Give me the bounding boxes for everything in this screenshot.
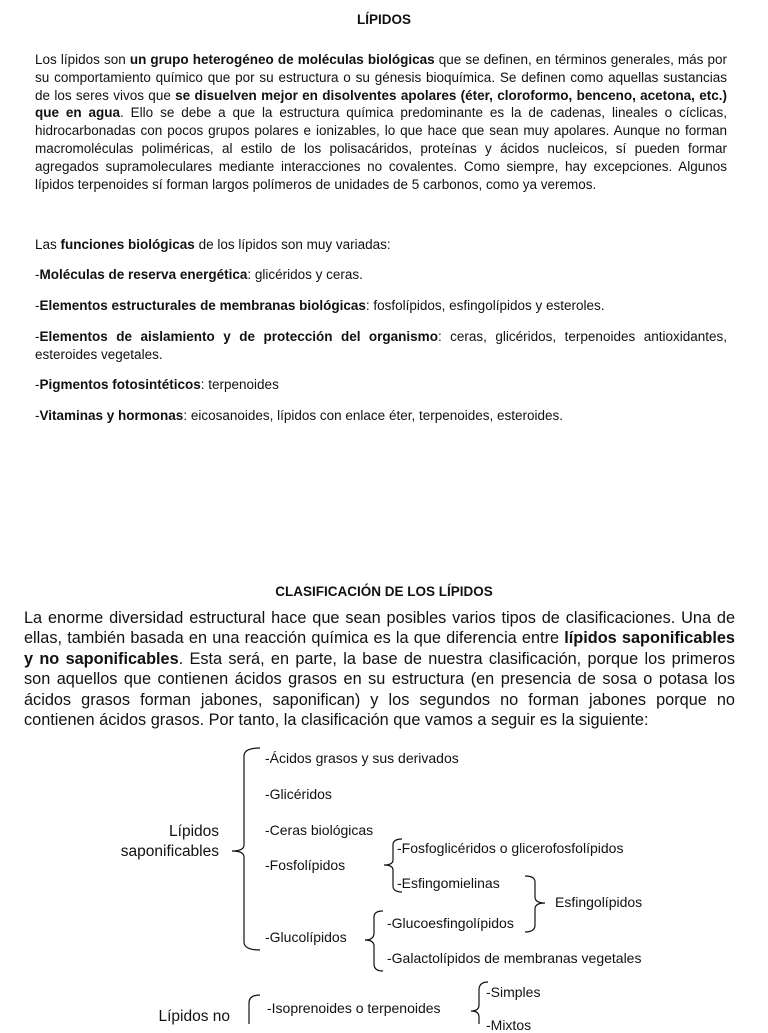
function-item: -Elementos de aislamiento y de protección del organismo: ceras, glicéridos, terpenoides antioxidantes, esteroides vegetales. <box>35 329 727 362</box>
tree-isoprenoides: -Isoprenoides o terpenoides <box>267 1000 441 1016</box>
tree-simples: -Simples <box>486 984 541 1000</box>
tree-mixtos: -Mixtos <box>486 1017 532 1033</box>
tree-esfingolipidos: Esfingolípidos <box>555 894 643 910</box>
tree-fosfolipidos: -Fosfolípidos <box>265 857 346 873</box>
function-item: -Pigmentos fotosintéticos: terpenoides <box>35 377 279 392</box>
tree-gliceridos: -Glicéridos <box>265 786 332 802</box>
tree-glucolipidos: -Glucolípidos <box>265 929 347 945</box>
tree-acidos-grasos: -Ácidos grasos y sus derivados <box>265 750 459 766</box>
section-title: CLASIFICACIÓN DE LOS LÍPIDOS <box>275 584 493 599</box>
tree-fosfogliceridos: -Fosfoglicéridos o glicerofosfolípidos <box>397 840 624 856</box>
functions-intro: Las funciones biológicas de los lípidos son muy variadas: <box>35 237 391 252</box>
page-title: LÍPIDOS <box>356 12 411 27</box>
classification-paragraph: La enorme diversidad estructural hace que sean posibles varios tipos de clasificaciones. Una de ellas, también basada en una reacción química es la que diferencia entre lípidos saponificables y no saponificables. Esta será, en parte, la base de nuestra clasificación, porque los primeros son aquellos que contienen ácidos grasos en su estructura (en presencia de sosa o potasa los ácidos grasos forman jabones, saponifican) y los segundos no forman jabones porque no contienen ácidos grasos. Por tanto, la clasificación que vamos a seguir es la siguiente: <box>24 609 735 730</box>
function-item: -Elementos estructurales de membranas biológicas: fosfolípidos, esfingolípidos y esteroles. <box>35 298 605 313</box>
function-item: -Moléculas de reserva energética: glicéridos y ceras. <box>35 267 363 282</box>
tree-ceras: -Ceras biológicas <box>265 822 374 838</box>
intro-paragraph: Los lípidos son un grupo heterogéneo de moléculas biológicas que se definen, en términos generales, más por su comportamiento químico que por su estructura o su génesis bioquímica. Se definen como aquellas sustancias de los seres vivos que se disuelven mejor en disolventes apolares (éter, cloroformo, benceno, acetona, etc.) que en agua. Ello se debe a que la estructura química predominante es la de cadenas, lineales o cíclicas, hidrocarbonadas con pocos grupos polares e ionizables, lo que hace que sean muy apolares. Aunque no forman macromoléculas poliméricas, al estilo de los polisacáridos, proteínas y ácidos nucleicos, sí pueden formar agregados supramoleculares mediante interacciones no covalentes. Como siempre, hay excepciones. Algunos lípidos terpenoides sí forman largos polímeros de unidades de 5 carbonos, como ya veremos. <box>35 52 728 192</box>
tree-lipidos-saponificables: Lípidos saponificables <box>120 823 219 860</box>
function-item: -Vitaminas y hormonas: eicosanoides, lípidos con enlace éter, terpenoides, esteroides. <box>35 408 564 423</box>
tree-glucoesfingolipidos: -Glucoesfingolípidos <box>387 915 514 931</box>
tree-esfingomielinas: -Esfingomielinas <box>397 875 500 891</box>
tree-galactolipidos: -Galactolípidos de membranas vegetales <box>387 950 642 966</box>
tree-lipidos-no-saponificables: Lípidos no <box>158 1008 230 1025</box>
